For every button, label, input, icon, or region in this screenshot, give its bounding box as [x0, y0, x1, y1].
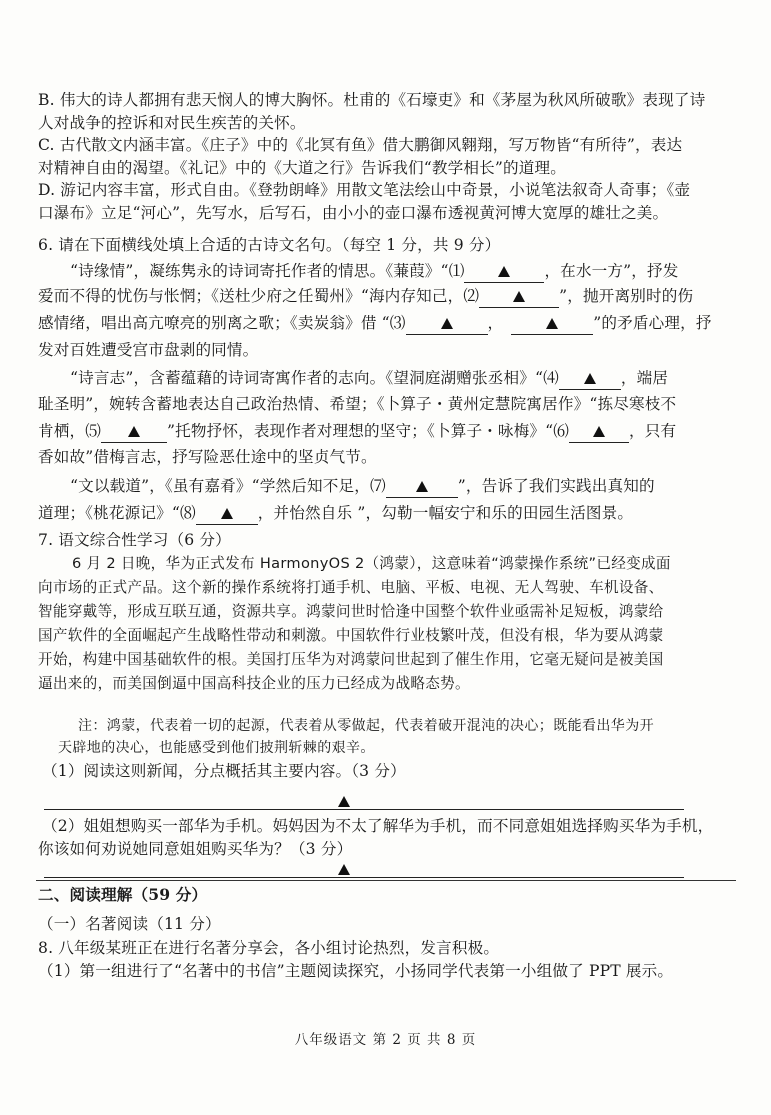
- q6-text: “诗言志”，含蓄蕴藉的诗词寄寓作者的志向。《望洞庭湖赠张丞相》“: [70, 369, 544, 387]
- question-8: 8. 八年级某班正在进行名著分享会，各小组讨论热烈，发言积极。: [38, 939, 500, 957]
- q6-text: “文以载道”，《虽有嘉肴》“学然后知不足，: [70, 477, 370, 495]
- note-line-1: 注：鸿蒙，代表着一切的起源，代表着从零做起，代表着破开混沌的决心；既能看出华为开: [78, 718, 654, 734]
- answer-blank-6[interactable]: [569, 420, 629, 443]
- q6-text: ”，抛开离别时的伤: [559, 287, 694, 305]
- triangle-marker-icon: [338, 796, 350, 807]
- note-line-2: 天辟地的决心，也能感受到他们披荆斩棘的艰辛。: [58, 740, 375, 756]
- blank-number: ⑺: [369, 477, 386, 495]
- news-line-6: 逼出来的，而美国倒逼中国高科技企业的压力已经成为战略态势。: [38, 675, 470, 692]
- section-2-title: 二、阅读理解（59 分）: [38, 885, 208, 904]
- triangle-marker-icon: [441, 318, 453, 329]
- q6-text: ，只有: [629, 422, 677, 440]
- answer-blank-1[interactable]: [464, 260, 544, 283]
- answer-blank-8[interactable]: [196, 502, 258, 525]
- q6-para2-line2: 耻圣明”，婉转含蓄地表达自己政治热情、希望；《卜算子・黄州定慧院寓居作》“拣尽寒枝不: [38, 395, 677, 413]
- triangle-marker-icon: [498, 266, 510, 277]
- q6-text: “诗缘情”，凝练隽永的诗词寄托作者的情思。《蒹葭》“: [70, 262, 449, 280]
- answer-line-7-1[interactable]: [44, 809, 684, 810]
- q6-text: ”，告诉了我们实践出真知的: [457, 477, 655, 495]
- news-line-2: 向市场的正式产品。这个新的操作系统将打通手机、电脑、平板、电视、无人驾驶、车机设备、: [38, 579, 664, 596]
- option-c-line-1: C. 古代散文内涵丰富。《庄子》中的《北冥有鱼》借大鹏御风翱翔，写万物皆“有所待”，表达: [38, 136, 683, 154]
- blank-number: ⑶: [389, 314, 406, 332]
- answer-blank-2[interactable]: [479, 285, 559, 308]
- answer-blank-4[interactable]: [559, 367, 621, 390]
- question-7-title: 7. 语文综合性学习（6 分）: [38, 531, 231, 549]
- blank-number: ⑵: [463, 287, 480, 305]
- q6-text: 感情绪，唱出高亢嘹亮的别离之歌；《卖炭翁》借 “: [38, 314, 390, 332]
- question-8-1: （1）第一组进行了“名著中的书信”主题阅读探究，小扬同学代表第一小组做了 PPT 展示。: [38, 962, 674, 980]
- section-divider: [36, 880, 736, 881]
- news-line-4: 国产软件的全面崛起产生战略性带动和刺激。中国软件行业枝繁叶茂，但没有根，华为要从鸿蒙: [38, 627, 664, 644]
- news-line-1: 6 月 2 日晚，华为正式发布 HarmonyOS 2（鸿蒙），这意味着“鸿蒙操作系统”已经变成面: [72, 555, 671, 572]
- q6-para2-line4: 香如故”借梅言志，抒写险恶仕途中的坚贞气节。: [38, 448, 377, 466]
- blank-number: ⑻: [180, 504, 196, 522]
- q6-para1-line4: 发对百姓遭受宫市盘剥的同情。: [38, 341, 259, 359]
- option-b-line-1: B. 伟大的诗人都拥有悲天悯人的博大胸怀。杜甫的《石壕吏》和《茅屋为秋风所破歌》表现了诗: [38, 91, 706, 109]
- question-6-title: 6. 请在下面横线处填上合适的古诗文名句。（每空 1 分，共 9 分）: [38, 236, 501, 254]
- answer-line-7-2[interactable]: [44, 877, 684, 878]
- triangle-marker-icon: [221, 508, 233, 519]
- q6-text: ”托物抒怀，表现作者对理想的坚守；《卜算子・咏梅》“: [166, 422, 554, 440]
- blank-number: ⑷: [543, 369, 559, 387]
- news-line-5: 开始，构建中国基础软件的根。美国打压华为对鸿蒙问世起到了催生作用，它毫无疑问是被美国: [38, 651, 664, 668]
- page-footer: 八年级语文 第 2 页 共 8 页: [294, 1032, 477, 1048]
- q6-para1-line1: [70, 260, 679, 283]
- q6-text: 肯栖，: [38, 422, 86, 440]
- triangle-marker-icon: [593, 426, 605, 437]
- option-d-line-2: 口瀑布》立足“河心”，先写水，后写石，由小小的壶口瀑布透视黄河博大宽厚的雄壮之美。: [38, 204, 669, 222]
- triangle-marker-icon: [513, 291, 525, 302]
- option-b-line-2: 人对战争的控诉和对民生疾苦的关怀。: [38, 114, 306, 132]
- triangle-marker-icon: [584, 373, 596, 384]
- question-7-2-line-2: 你该如何劝说她同意姐姐购买华为？（3 分）: [38, 840, 353, 858]
- q6-text: ，端居: [620, 369, 669, 387]
- triangle-marker-icon: [416, 481, 428, 492]
- answer-blank-7[interactable]: [386, 475, 458, 498]
- q6-para3-line1: [70, 475, 655, 498]
- triangle-marker-icon: [128, 426, 140, 437]
- q6-para2-line3: [38, 420, 676, 443]
- q6-para1-line3: [38, 312, 712, 335]
- q6-text: ”的矛盾心理，抒: [593, 314, 712, 332]
- answer-blank-3a[interactable]: [406, 312, 488, 335]
- q6-text: ，并怡然自乐 ”，勾勒一幅安宁和乐的田园生活图景。: [257, 504, 634, 522]
- q6-text: 爱而不得的忧伤与怅惘；《送杜少府之任蜀州》“海内存知己，: [38, 287, 464, 305]
- question-7-1: （1）阅读这则新闻，分点概括其主要内容。（3 分）: [42, 762, 406, 780]
- q6-text: ，: [487, 314, 504, 332]
- triangle-marker-icon: [546, 318, 558, 329]
- q6-para2-line1: [70, 367, 668, 390]
- q6-para3-line2: [38, 502, 633, 525]
- subsection-title: （一）名著阅读（11 分）: [38, 915, 221, 933]
- option-d-line-1: D. 游记内容丰富，形式自由。《登勃朗峰》用散文笔法绘山中奇景，小说笔法叙奇人奇事；《壶: [38, 181, 691, 199]
- blank-number: ⑹: [553, 422, 570, 440]
- question-7-2-line-1: （2）姐姐想购买一部华为手机。妈妈因为不太了解华为手机，而不同意姐姐选择购买华为手机，: [42, 817, 714, 835]
- triangle-marker-icon: [338, 864, 350, 875]
- answer-blank-3b[interactable]: [511, 312, 593, 335]
- q6-para1-line2: [38, 285, 693, 308]
- q6-text: 道理；《桃花源记》“: [38, 504, 181, 522]
- option-c-line-2: 对精神自由的渴望。《礼记》中的《大道之行》告诉我们“教学相长”的道理。: [38, 159, 566, 177]
- answer-blank-5[interactable]: [101, 420, 167, 443]
- blank-number: ⑸: [85, 422, 101, 440]
- blank-number: ⑴: [448, 262, 465, 280]
- news-line-3: 智能穿戴等，形成互联互通，资源共享。鸿蒙问世时恰逢中国整个软件业亟需补足短板，鸿蒙给: [38, 603, 664, 620]
- q6-text: ，在水一方”，抒发: [544, 262, 679, 280]
